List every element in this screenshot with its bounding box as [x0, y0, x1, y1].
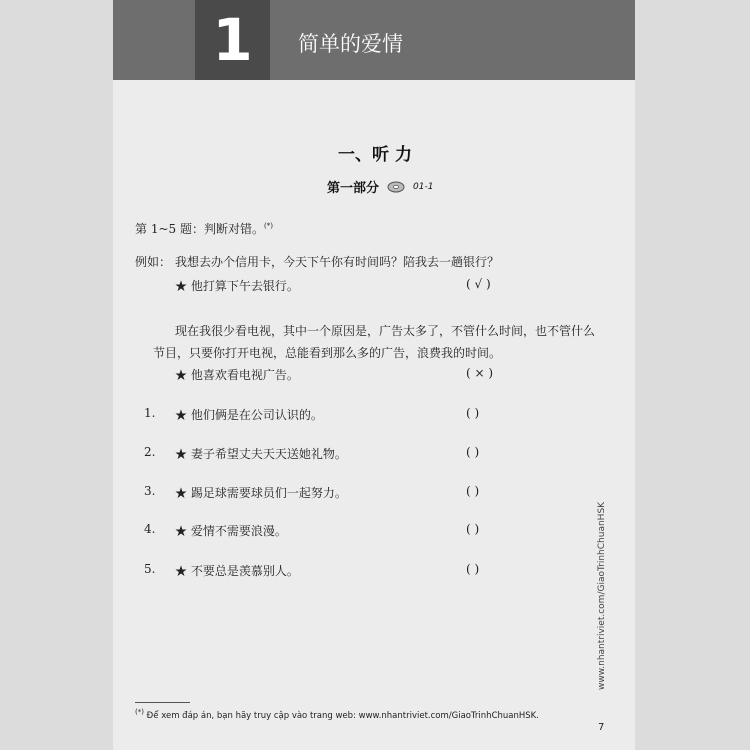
example2-line2: 节目，只要你打开电视，总能看到那么多的广告，浪费我的时间。	[153, 346, 502, 360]
side-url: www.nhantriviet.com/GiaoTrinhChuanHSK	[597, 501, 607, 690]
question-answer-blank: ( )	[466, 562, 480, 576]
example-statement: ★ 他打算下午去银行。	[175, 279, 299, 293]
example2-statement: ★ 他喜欢看电视广告。	[175, 368, 299, 382]
question-statement: ★ 妻子希望丈夫天天送她礼物。	[175, 447, 347, 461]
question-answer-blank: ( )	[466, 522, 480, 536]
audio-cd-icon	[387, 181, 405, 193]
question-statement: ★ 爱情不需要浪漫。	[175, 524, 287, 538]
question-number: 1.	[144, 406, 156, 420]
question-answer-blank: ( )	[466, 445, 480, 459]
footnote-divider	[135, 702, 190, 703]
page-number: 7	[598, 722, 605, 733]
question-answer-blank: ( )	[466, 406, 480, 420]
question-statement: ★ 踢足球需要球员们一起努力。	[175, 486, 347, 500]
audio-track-label: 01-1	[413, 181, 434, 192]
example2-answer: ( × )	[466, 366, 494, 380]
footnote: (*) Để xem đáp án, bạn hãy truy cập vào trang web: www.nhantriviet.com/GiaoTrinhChuanHSK.	[135, 708, 539, 721]
example2-line1: 现在我很少看电视，其中一个原因是，广告太多了，不管什么时间，也不管什么	[175, 324, 596, 338]
question-number: 5.	[144, 562, 156, 576]
example-label: 例如：	[135, 255, 172, 269]
section-title: 一、听 力	[338, 145, 412, 165]
question-statement: ★ 不要总是羡慕别人。	[175, 564, 299, 578]
chapter-title: 简单的爱情	[298, 32, 403, 56]
question-answer-blank: ( )	[466, 484, 480, 498]
question-number: 2.	[144, 445, 156, 459]
instruction: 第 1~5 题：判断对错。(*)	[135, 222, 273, 236]
chapter-number: 1	[195, 0, 270, 80]
example-dialogue: 我想去办个信用卡，今天下午你有时间吗？陪我去一趟银行？	[175, 255, 500, 269]
question-statement: ★ 他们俩是在公司认识的。	[175, 408, 323, 422]
example-answer: ( √ )	[466, 277, 491, 291]
part-label: 第一部分	[327, 181, 380, 196]
part-title	[327, 177, 433, 196]
question-number: 4.	[144, 522, 156, 536]
question-number: 3.	[144, 484, 156, 498]
